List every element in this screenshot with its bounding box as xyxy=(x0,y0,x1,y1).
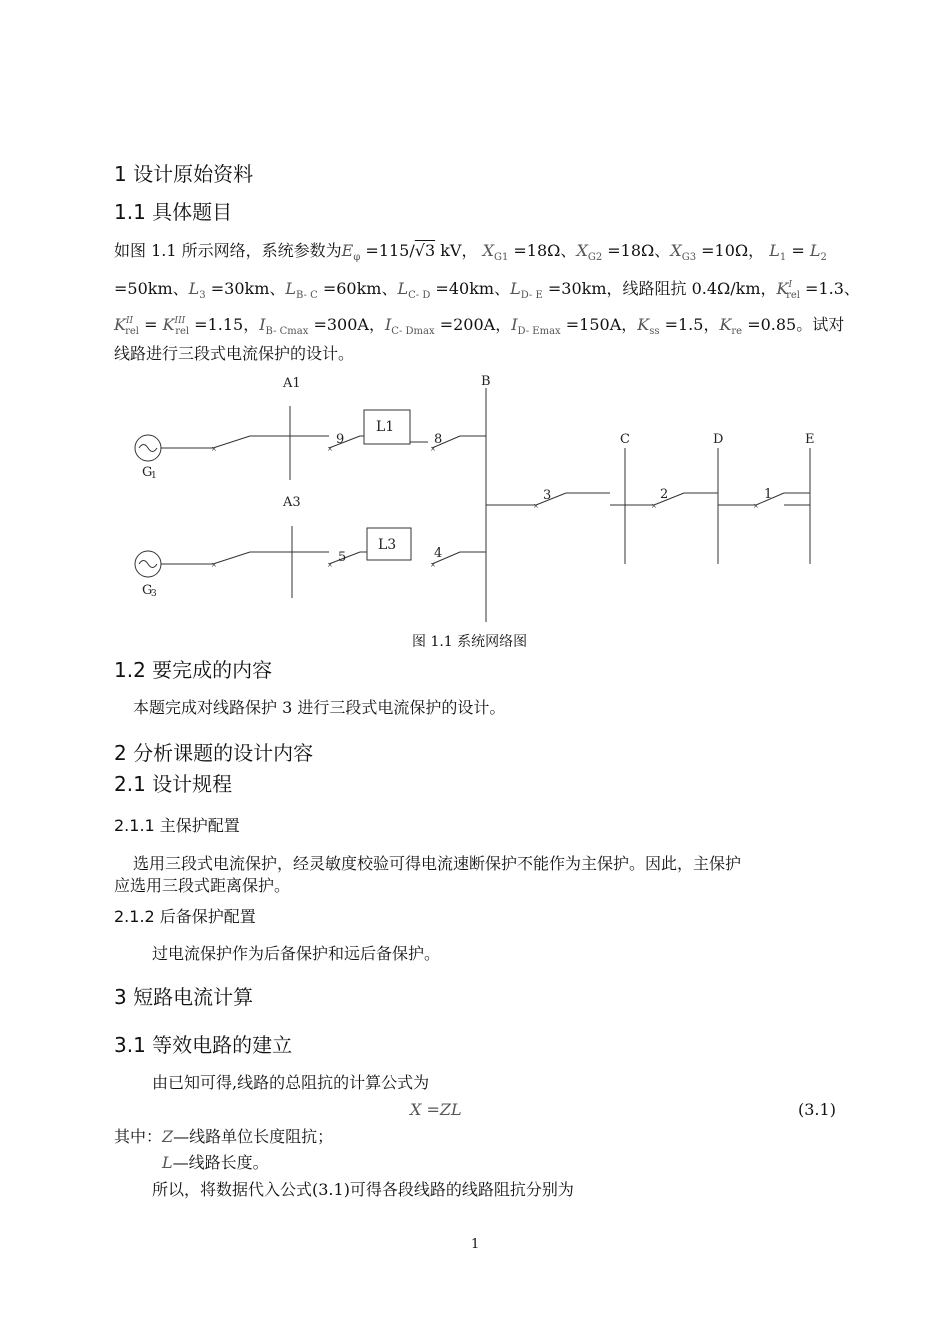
page-number: 1 xyxy=(471,1237,480,1252)
system-network-diagram xyxy=(110,368,840,630)
section-1-2-text: 本题完成对线路保护 3 进行三段式电流保护的设计。 xyxy=(133,698,506,717)
label-b: B xyxy=(481,374,491,389)
svg-text:×: × xyxy=(753,502,759,510)
heading-1-2: 1.2 要完成的内容 xyxy=(114,658,273,682)
generator-g3-wave xyxy=(139,561,157,568)
breaker-4-label: 4 xyxy=(434,546,443,561)
generator-g1-wave xyxy=(139,445,157,452)
svg-text:×: × xyxy=(430,445,436,453)
label-g1: G xyxy=(142,465,153,480)
heading-2: 2 分析课题的设计内容 xyxy=(114,741,314,765)
svg-text:×: × xyxy=(211,445,217,453)
section-2-1-1-line-2: 应选用三段式距离保护。 xyxy=(114,876,291,895)
heading-2-1-2: 2.1.2 后备保护配置 xyxy=(114,907,256,926)
problem-line-1: 如图 1.1 所示网络，系统参数为$E_\varphi =115/√3$ kV， $X_{G1} =18\Omega$、$X_{G2} =18\Omega$、$X_{G3} =10\Omega$， $L_1 = L_2$ xyxy=(114,241,827,263)
section-2-1-1-line-1: 选用三段式电流保护，经灵敏度校验可得电流速断保护不能作为主保护。因此，主保护 xyxy=(133,854,742,873)
heading-3-1: 3.1 等效电路的建立 xyxy=(114,1033,293,1057)
svg-text:×: × xyxy=(327,445,333,453)
label-l1: L1 xyxy=(376,419,395,435)
svg-text:×: × xyxy=(651,502,657,510)
label-g3: G xyxy=(142,583,153,598)
label-d: D xyxy=(713,432,724,447)
heading-3: 3 短路电流计算 xyxy=(114,985,254,1009)
formula-number: (3.1) xyxy=(798,1100,836,1119)
heading-1: 1 设计原始资料 xyxy=(114,162,254,186)
problem-line-2: =50km、$L_3 =30km$、$L_{B- C} =60km$、$L_{C- D} =40km$、$L_{D- E} =30km$，线路阻抗 0.4Ω/km，$K^I_{rel} =1.3$、 xyxy=(114,279,860,301)
problem-line-4: 线路进行三段式电流保护的设计。 xyxy=(114,344,355,363)
breaker-3-label: 3 xyxy=(543,488,552,503)
svg-text:×: × xyxy=(430,561,436,569)
breaker-5-label: 5 xyxy=(338,550,347,565)
label-g1-sub: 1 xyxy=(151,471,157,481)
section-3-1-conclusion: 所以，将数据代入公式(3.1)可得各段线路的线路阻抗分别为 xyxy=(152,1180,574,1199)
label-g3-sub: 3 xyxy=(151,589,157,599)
label-e: E xyxy=(805,432,815,447)
label-l3: L3 xyxy=(378,537,397,553)
figure-caption: 图 1.1 系统网络图 xyxy=(412,634,528,650)
problem-line-3: $K^{II}_{rel} = K^{III}_{rel} =1.15$，$I_{B- Cmax} =300A$，$I_{C- Dmax} =200A$，$I_{D- Emax} =150A$，$K_{ss} =1.5$，$K_{re} =0.85$。试对 xyxy=(114,315,845,337)
svg-text:×: × xyxy=(533,502,539,510)
section-3-1-intro: 由已知可得,线路的总阻抗的计算公式为 xyxy=(152,1073,430,1092)
where-line-1: 其中：Z—线路单位长度阻抗； xyxy=(114,1127,334,1146)
svg-text:×: × xyxy=(327,561,333,569)
heading-2-1: 2.1 设计规程 xyxy=(114,772,233,796)
where-line-2: L—线路长度。 xyxy=(162,1153,269,1172)
breaker-1-label: 1 xyxy=(764,487,773,502)
label-a3: A3 xyxy=(283,495,301,510)
breaker-2-label: 2 xyxy=(660,487,669,502)
section-2-1-2-text: 过电流保护作为后备保护和远后备保护。 xyxy=(152,944,441,963)
breaker-9-label: 9 xyxy=(336,432,345,447)
label-a1: A1 xyxy=(283,376,301,391)
breaker-8-label: 8 xyxy=(434,432,443,447)
heading-1-1: 1.1 具体题目 xyxy=(114,200,233,224)
label-c: C xyxy=(620,432,630,447)
heading-2-1-1: 2.1.1 主保护配置 xyxy=(114,816,240,835)
svg-text:×: × xyxy=(211,561,217,569)
formula-3-1: X =ZL xyxy=(410,1100,462,1119)
